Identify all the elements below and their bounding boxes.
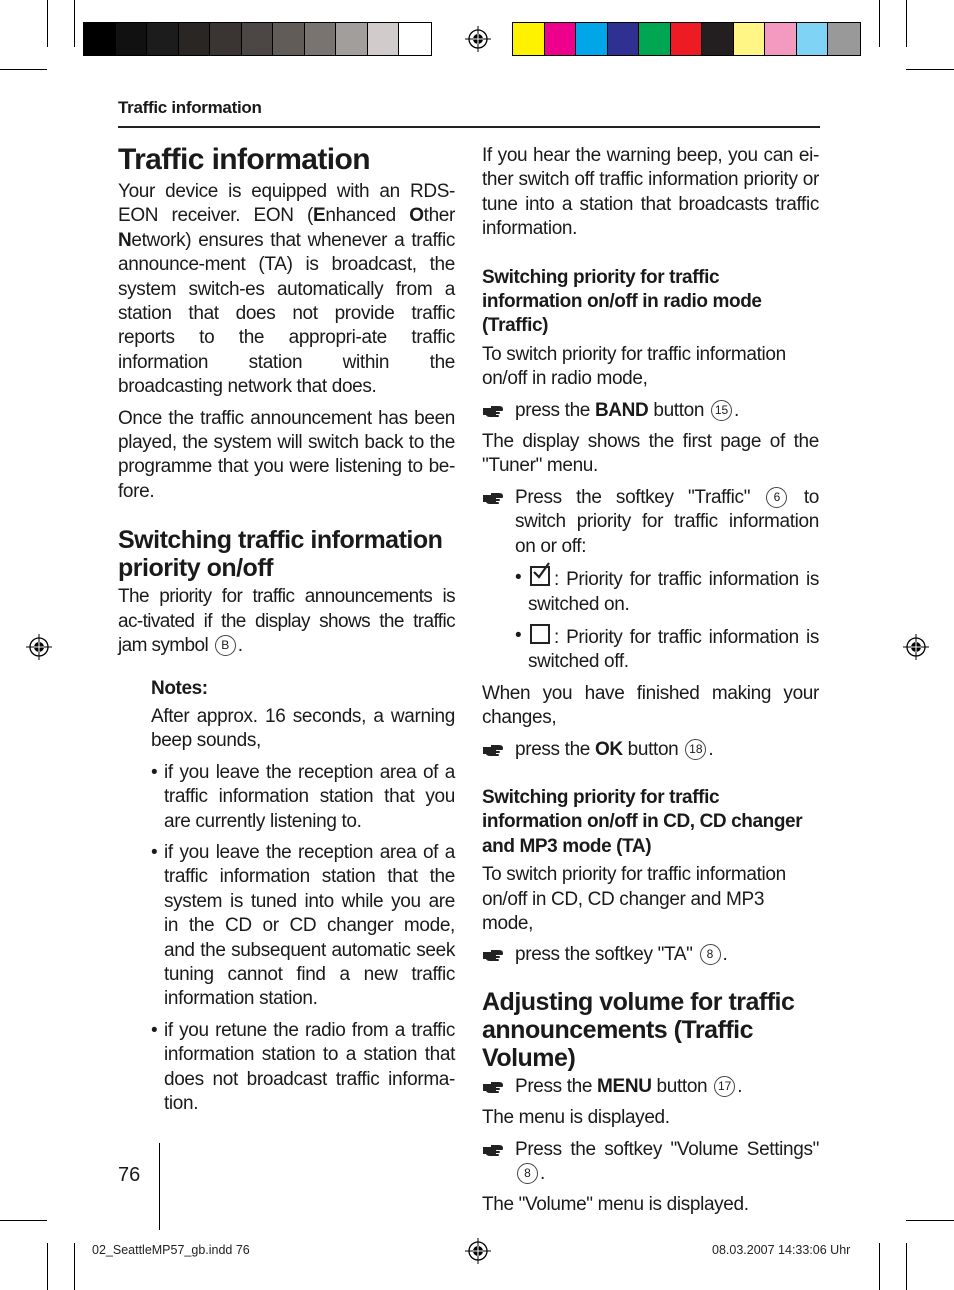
running-header: Traffic information [118, 98, 262, 117]
color-swatch [608, 23, 640, 55]
radio-mode-paragraph: To switch priority for traffic information on/off in radio mode, [482, 343, 786, 390]
color-swatch [797, 23, 829, 55]
crop-mark [879, 1243, 880, 1290]
crop-mark [0, 1220, 47, 1221]
step-band [482, 399, 819, 423]
color-swatch [828, 23, 860, 55]
step-traffic-softkey [482, 486, 819, 559]
gray-swatch [147, 23, 179, 55]
reference-number: 8 [517, 1163, 538, 1184]
note-item [151, 841, 455, 1012]
gray-swatch [84, 23, 116, 55]
crop-mark [47, 0, 48, 47]
gray-swatch [242, 23, 274, 55]
text-run: press the [515, 399, 595, 421]
step-ta [482, 943, 819, 967]
color-swatch [576, 23, 608, 55]
crop-mark [0, 69, 47, 70]
step-volume-settings [482, 1138, 819, 1187]
color-swatch [734, 23, 766, 55]
footer-datetime: 08.03.2007 14:33:06 Uhr [712, 1243, 851, 1257]
gray-swatch [336, 23, 368, 55]
note-text: if you leave the reception area of a traffic information station that the system is tuned into while you are in the CD or CD changer mode, and the subsequent automatic seek tuning cannot find a new traffic information station. [164, 841, 455, 1010]
reference-number: B [215, 635, 236, 656]
bold-text: BAND [594, 399, 649, 421]
right-column [482, 144, 819, 1218]
pointing-hand-icon [482, 739, 504, 761]
section-paragraph [118, 585, 455, 658]
pointing-hand-icon [482, 400, 504, 422]
reference-number: 17 [714, 1076, 735, 1097]
reference-number: 18 [685, 739, 706, 760]
reference-number: 6 [766, 487, 787, 508]
bold-text: OK [594, 738, 623, 760]
text-run: press the softkey "TA" [515, 944, 698, 966]
header-rule [118, 126, 820, 128]
bold-text: O [409, 205, 424, 227]
pointing-hand-icon [482, 487, 504, 509]
text-run: button [622, 738, 684, 760]
section-title: Switching traffic information priority on/off [118, 526, 443, 583]
color-swatch [765, 23, 797, 55]
pointing-hand-icon [482, 1076, 504, 1098]
step-ta-text [515, 944, 727, 965]
gray-swatch [399, 23, 431, 55]
bold-text: E [313, 205, 326, 227]
bold-text: N [118, 229, 132, 251]
text-run: to switch priority for traffic information on or off: [515, 486, 819, 557]
gray-swatch [179, 23, 211, 55]
bullet-dot: • [151, 1019, 158, 1041]
footer-file: 02_SeattleMP57_gb.indd 76 [92, 1243, 250, 1257]
pointing-hand-icon [482, 1139, 504, 1161]
notes-title: Notes: [151, 677, 208, 699]
gray-swatch [273, 23, 305, 55]
pointing-hand-icon [482, 944, 504, 966]
page-number-rule [159, 1143, 160, 1230]
intro-paragraph [118, 180, 455, 400]
checkbox-off-text: : Priority for traffic information is switched off. [528, 626, 819, 673]
step-ok-text [515, 739, 713, 760]
volume-menu-paragraph: The "Volume" menu is displayed. [482, 1194, 749, 1216]
checked-box-icon [530, 566, 550, 586]
empty-box-icon [530, 624, 550, 644]
tuner-menu-paragraph: The display shows the first page of the "Tuner" menu. [482, 431, 819, 477]
note-text: if you leave the reception area of a traffic information station that you are currently listening to. [164, 761, 455, 832]
step-ok [482, 738, 819, 762]
bullet-dot: • [151, 841, 158, 863]
radio-mode-title: Switching priority for traffic information on/off in radio mode (Traffic) [482, 266, 762, 337]
checkbox-off-item [515, 624, 819, 675]
bold-text: MENU [597, 1075, 652, 1097]
note-item [151, 1019, 455, 1117]
text-run: . [722, 944, 728, 966]
text-run: etwork) ensures that whenever a traffic announce-ment (TA) is broadcast, the system switch-es automatically from a station that does not provide traffic reports to the appropri-ate traffic information station within the broadcasting network that does. [118, 229, 455, 398]
text-run: ther [423, 205, 455, 227]
crop-mark [906, 1220, 954, 1221]
registration-mark-icon [465, 26, 491, 52]
text-run: . [237, 635, 243, 657]
step-menu [482, 1075, 819, 1099]
registration-mark-icon [903, 634, 929, 660]
crop-mark [74, 1243, 75, 1290]
warning-paragraph: If you hear the warning beep, you can ei-ther switch off traffic information priority or tune into a station that broadcasts traffic information. [482, 145, 819, 240]
bullet-dot: • [515, 624, 522, 646]
page-title: Traffic information [118, 143, 370, 176]
intro-paragraph-2: Once the traffic announcement has been played, the system will switch back to the programme that you were listening to be-fore. [118, 407, 455, 502]
text-run: . [737, 1075, 743, 1097]
crop-mark [47, 1243, 48, 1290]
registration-mark-icon [26, 634, 52, 660]
color-swatch [639, 23, 671, 55]
reference-number: 15 [711, 400, 732, 421]
left-column [118, 144, 455, 1116]
step-volume-settings-text [515, 1139, 819, 1184]
step-band-text [515, 400, 739, 421]
finished-paragraph: When you have finished making your changes, [482, 682, 819, 729]
color-swatch [671, 23, 703, 55]
crop-mark [879, 0, 880, 47]
crop-mark [906, 0, 907, 47]
text-run: button [651, 1075, 713, 1097]
notes-intro: After approx. 16 seconds, a warning beep sounds, [151, 705, 455, 752]
gray-swatch [116, 23, 148, 55]
crop-mark [74, 0, 75, 47]
color-swatch [513, 23, 545, 55]
registration-mark-icon [465, 1238, 491, 1264]
menu-displayed-paragraph: The menu is displayed. [482, 1107, 670, 1129]
crop-mark [906, 69, 954, 70]
text-run: Press the [515, 1075, 598, 1097]
notes-block [151, 677, 455, 1117]
color-bar [512, 22, 861, 56]
text-run: Press the softkey "Volume Settings" [515, 1138, 819, 1160]
note-item [151, 761, 455, 834]
text-run: Your device is equipped with an RDS-EON receiver. EON ( [118, 181, 455, 227]
checkbox-on-text: : Priority for traffic information is switched on. [528, 569, 819, 615]
text-run: Press the softkey "Traffic" [515, 486, 765, 508]
text-run: . [708, 738, 714, 760]
color-swatch [702, 23, 734, 55]
step-traffic-softkey-text [515, 487, 819, 557]
grayscale-bar [83, 22, 432, 56]
cd-mode-paragraph: To switch priority for traffic information on/off in CD, CD changer and MP3 mode, [482, 864, 786, 934]
volume-title: Adjusting volume for traffic announcements (Traffic Volume) [482, 987, 795, 1072]
bullet-dot: • [151, 761, 158, 783]
gray-swatch [210, 23, 242, 55]
bullet-dot: • [515, 567, 522, 589]
note-text: if you retune the radio from a traffic information station to a station that does not broadcast traffic informa-tion. [164, 1019, 455, 1114]
gray-swatch [305, 23, 337, 55]
text-run: . [540, 1163, 545, 1184]
color-swatch [545, 23, 577, 55]
text-run: The priority for traffic announcements is ac-tivated if the display shows the traffic jam symbol [118, 586, 455, 657]
gray-swatch [368, 23, 400, 55]
page-number: 76 [118, 1164, 141, 1186]
cd-mode-title: Switching priority for traffic information on/off in CD, CD changer and MP3 mode (TA) [482, 786, 803, 857]
reference-number: 8 [700, 944, 721, 965]
notes-list [151, 761, 455, 1117]
text-run: . [734, 399, 739, 421]
text-run: press the [515, 738, 595, 760]
crop-mark [906, 1243, 907, 1290]
text-run: button [648, 399, 710, 421]
checkbox-on-item [515, 566, 819, 617]
step-menu-text [515, 1076, 742, 1097]
text-run: nhanced [325, 205, 410, 227]
